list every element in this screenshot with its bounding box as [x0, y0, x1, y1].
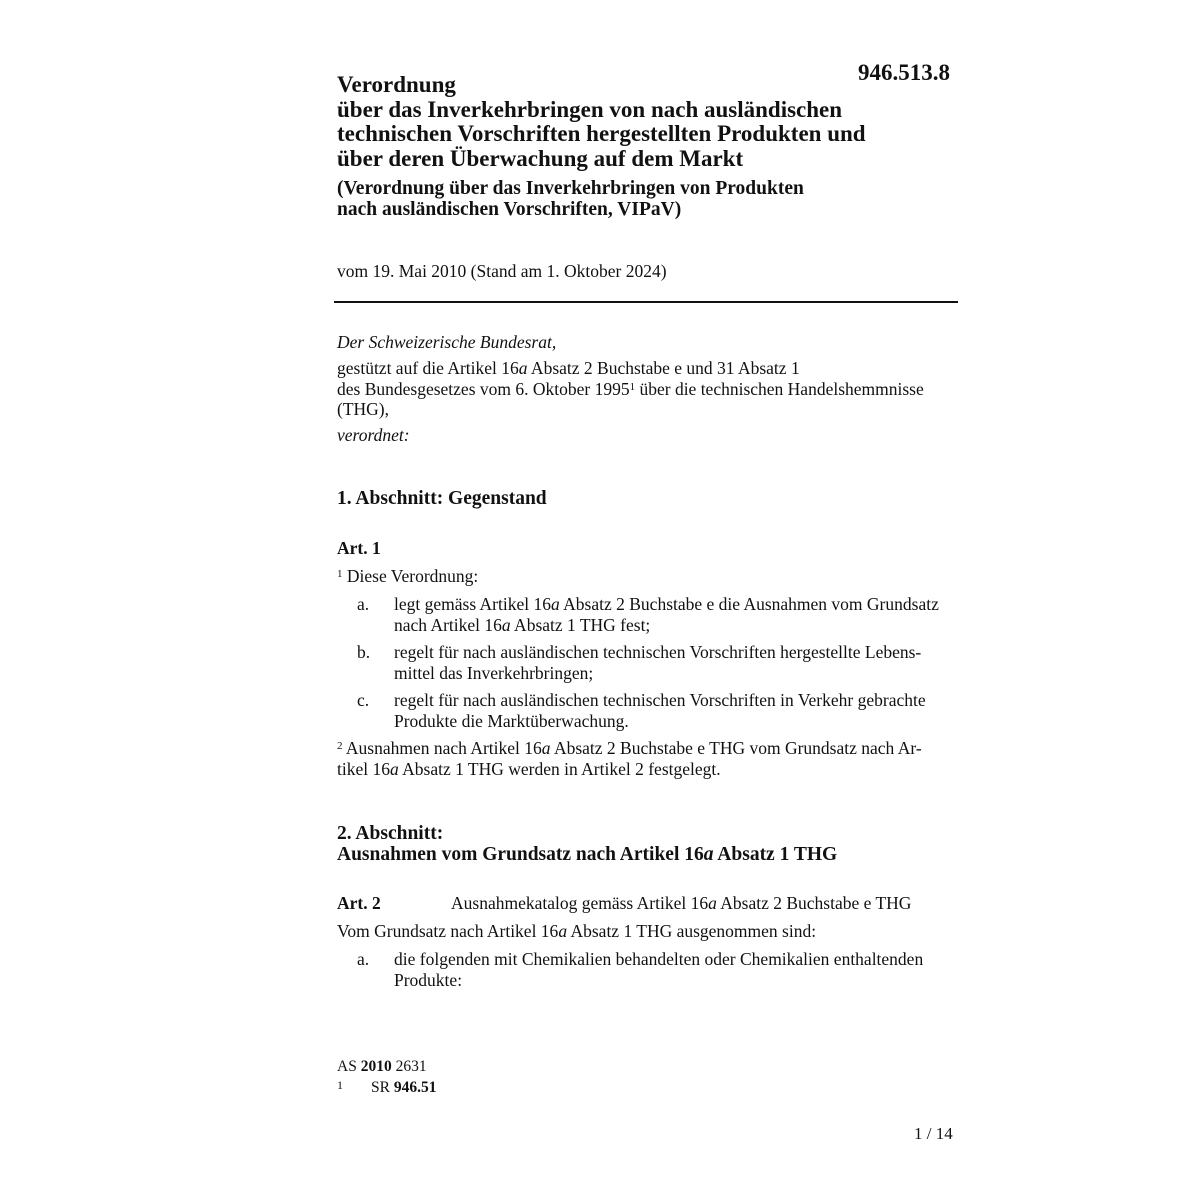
text-run: 946.51	[393, 1079, 437, 1096]
list-line: Produkte:	[394, 969, 463, 990]
list-line: regelt für nach ausländischen technischen Vorschriften in Verkehr gebrachte	[394, 690, 926, 710]
text-run: Absatz 2 Buchstabe e und 31 Absatz 1	[527, 358, 800, 378]
footnote-mark: 1	[337, 1078, 343, 1092]
text-run: Absatz 1 THG werden in Artikel 2 festgelegt.	[398, 758, 721, 779]
horizontal-rule	[334, 301, 958, 303]
text-run: Absatz 1 THG ausgenommen sind:	[567, 921, 817, 941]
text-run: a	[708, 893, 717, 913]
list-line: regelt für nach ausländischen technischen Vorschriften hergestellte Lebens-	[394, 642, 922, 662]
sr-number: 946.513.8	[858, 60, 950, 85]
preamble-basis-line: (THG),	[337, 399, 389, 419]
list-line	[394, 594, 955, 615]
paragraph-number: 1	[337, 568, 343, 580]
text-run: a	[558, 921, 568, 941]
text-run: Absatz 1 THG	[713, 844, 838, 865]
text-run: a	[518, 358, 528, 378]
text-run: Absatz 1 THG fest;	[510, 614, 651, 635]
section-heading	[337, 823, 837, 865]
list-line	[394, 615, 955, 636]
list-letter: a.	[357, 949, 370, 969]
text-run: Diese Verordnung:	[342, 566, 479, 586]
text-run: Ausnahmekatalog gemäss Artikel 16	[451, 893, 709, 913]
text-run: Ausnahmen vom Grundsatz nach Artikel 16	[337, 844, 704, 865]
article-title	[451, 893, 911, 914]
article-label: Art. 1	[337, 538, 381, 558]
text-run: AS	[337, 1058, 361, 1075]
title-line: technischen Vorschriften hergestellten Produkten und	[337, 121, 866, 146]
document-subtitle	[337, 178, 937, 220]
list-line: Produkte die Marktüberwachung.	[394, 710, 629, 731]
official-collection-ref	[337, 1058, 427, 1076]
paragraph-number: 2	[337, 740, 343, 752]
text-run: a	[501, 614, 511, 635]
text-run: a	[541, 738, 551, 758]
list-line: mittel das Inverkehrbringen;	[394, 662, 594, 683]
list-item	[337, 949, 955, 991]
preamble-issuer: Der Schweizerische Bundesrat,	[337, 332, 557, 352]
text-run: Ausnahmen nach Artikel 16	[342, 738, 542, 758]
list-letter: b.	[357, 642, 371, 662]
paragraph-line	[337, 759, 955, 780]
text-run: Absatz 2 Buchstabe e die Ausnahmen vom Grundsatz	[559, 594, 939, 614]
paragraph	[337, 921, 955, 942]
preamble-basis-line	[337, 379, 957, 400]
title-line: über das Inverkehrbringen von nach ausländischen	[337, 96, 843, 122]
text-run: nach Artikel 16	[394, 614, 502, 635]
text-run: gestützt auf die Artikel 16	[337, 358, 519, 378]
page-number: 1 / 14	[914, 1124, 953, 1143]
text-run: a	[703, 844, 714, 865]
section-heading-line	[337, 844, 837, 865]
footnote-ref[interactable]: 1	[629, 380, 636, 393]
subtitle-line: (Verordnung über das Inverkehrbringen von Produkten	[337, 178, 804, 199]
text-run: 2010	[360, 1058, 392, 1075]
title-line: über deren Überwachung auf dem Markt	[337, 145, 744, 171]
preamble-basis	[337, 358, 957, 420]
text-run: 2631	[391, 1058, 427, 1075]
text-run: a	[551, 594, 560, 614]
section-heading: 1. Abschnitt: Gegenstand	[337, 488, 547, 509]
document-title	[337, 73, 937, 171]
text-run: Absatz 2 Buchstabe e THG vom Grundsatz nach Ar-	[550, 738, 922, 758]
list-item-text	[394, 594, 955, 635]
preamble-decrees: verordnet:	[337, 425, 410, 445]
list-item-text	[394, 690, 955, 731]
paragraph-line	[337, 738, 955, 759]
title-line: Verordnung	[337, 72, 456, 97]
list-line: die folgenden mit Chemikalien behandelten oder Chemikalien enthaltenden	[394, 949, 924, 969]
list-letter: a.	[357, 594, 370, 614]
text-run: über die technischen Handelshemmnisse	[635, 378, 924, 399]
list-item	[337, 594, 955, 636]
text-run: legt gemäss Artikel 16	[394, 594, 551, 614]
text-run: des Bundesgesetzes vom 6. Oktober 1995	[337, 378, 630, 399]
text-run: tikel 16	[337, 758, 390, 779]
list-item	[337, 642, 955, 684]
section-heading-line: 2. Abschnitt:	[337, 823, 444, 844]
text-run: a	[389, 758, 399, 779]
list-letter: c.	[357, 690, 370, 710]
text-run: Vom Grundsatz nach Artikel 16	[337, 921, 559, 941]
list-item	[337, 690, 955, 732]
paragraph	[337, 738, 955, 779]
article-label: Art. 2	[337, 893, 381, 913]
list-item-text	[394, 949, 955, 990]
text-run: SR	[371, 1079, 394, 1096]
preamble-basis-line	[337, 358, 957, 379]
date-line: vom 19. Mai 2010 (Stand am 1. Oktober 2024)	[337, 261, 667, 281]
list-item-text	[394, 642, 955, 683]
subtitle-line: nach ausländischen Vorschriften, VIPaV)	[337, 199, 682, 220]
footnote	[337, 1078, 436, 1097]
text-run: Absatz 2 Buchstabe e THG	[716, 893, 912, 913]
paragraph	[337, 566, 955, 587]
